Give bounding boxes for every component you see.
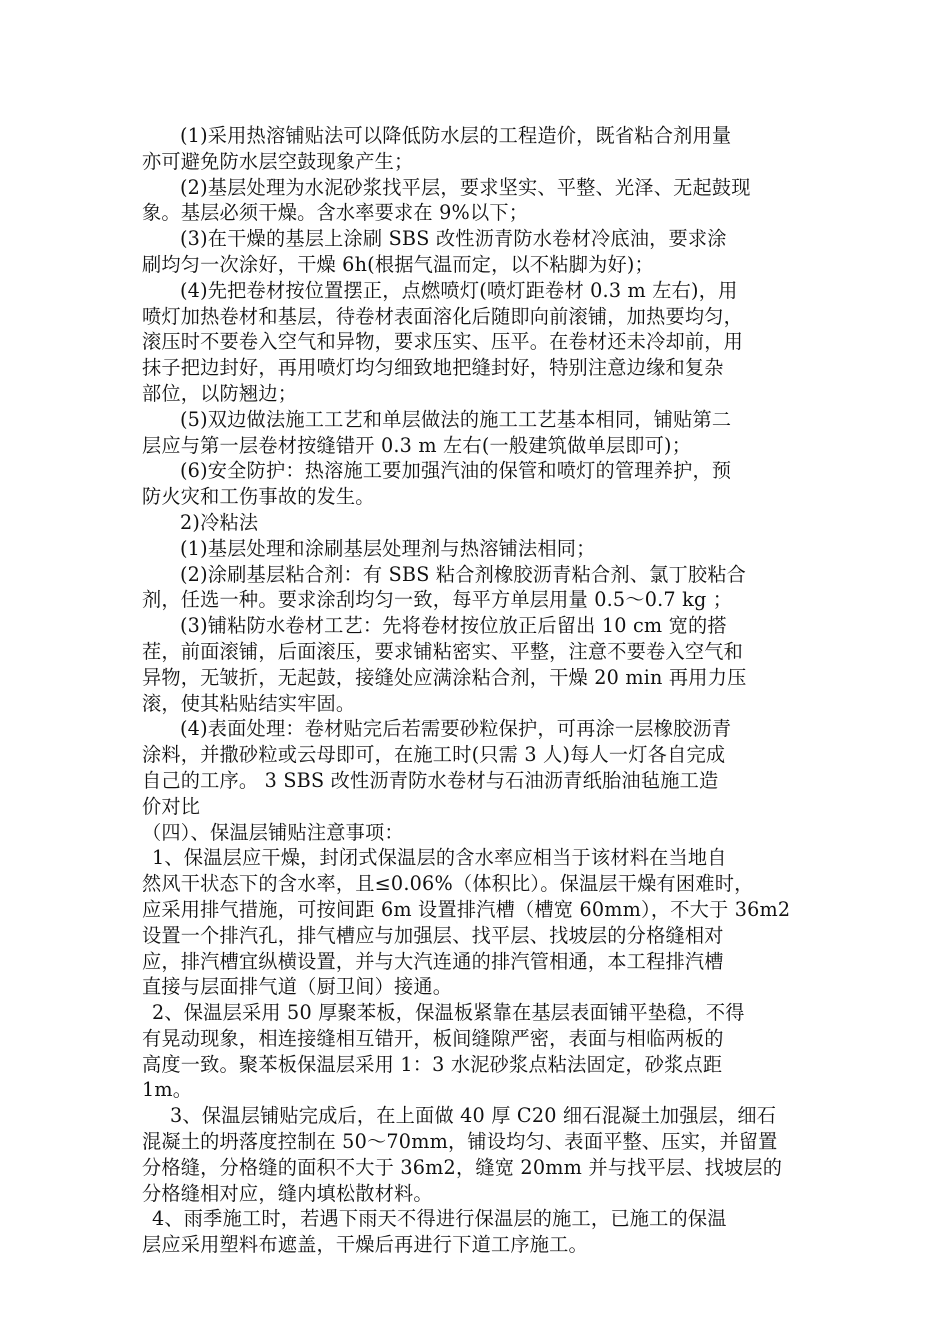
text-line: 防火灾和工伤事故的发生。 (142, 485, 375, 509)
text-line: (1)基层处理和涂刷基层处理剂与热溶铺法相同； (180, 536, 596, 560)
text-line: (5)双边做法施工工艺和单层做法的施工工艺基本相同，铺贴第二 (180, 407, 732, 431)
text-line: 抹子把边封好，再用喷灯均匀细致地把缝封好，特别注意边缘和复杂 (142, 356, 724, 380)
text-line: (4)表面处理：卷材贴完后若需要砂粒保护，可再涂一层橡胶沥青 (180, 717, 732, 741)
text-line: 异物，无皱折，无起鼓，接缝处应满涂粘合剂，干燥 20 min 再用力压 (142, 665, 747, 689)
text-line: 层应与第一层卷材按缝错开 0.3 m 左右(一般建筑做单层即可)； (142, 433, 692, 457)
text-line: 部位，以防翘边； (142, 381, 298, 405)
text-line: 剂，任选一种。要求涂刮均匀一致，每平方单层用量 0.5～0.7 kg ； (142, 588, 733, 612)
text-line: (1)采用热溶铺贴法可以降低防水层的工程造价，既省粘合剂用量 (180, 124, 732, 147)
text-line: 自己的工序。 3 SBS 改性沥青防水卷材与石油沥青纸胎油毡施工造 (142, 768, 719, 792)
text-line: 应采用排气措施，可按间距 6m 设置排汽槽（槽宽 60mm），不大于 36m2 (142, 897, 791, 921)
text-line: (3)铺粘防水卷材工艺：先将卷材按位放正后留出 10 cm 宽的搭 (180, 614, 727, 638)
text-line: 刷均匀一次涂好，干燥 6h(根据气温而定，以不粘脚为好)； (142, 252, 654, 276)
text-line: (2)涂刷基层粘合剂：有 SBS 粘合剂橡胶沥青粘合剂、氯丁胶粘合 (180, 562, 747, 586)
text-line: 有晃动现象，相连接缝相互错开，板间缝隙严密，表面与相临两板的 (142, 1026, 724, 1050)
text-line: 滚，使其粘贴结实牢固。 (142, 691, 356, 715)
text-line: 3、保温层铺贴完成后，在上面做 40 厚 C20 细石混凝土加强层，细石 (170, 1104, 777, 1128)
text-line: 设置一个排汽孔，排气槽应与加强层、找平层、找坡层的分格缝相对 (142, 923, 724, 947)
text-line: 应，排汽槽宜纵横设置，并与大汽连通的排汽管相通，本工程排汽槽 (142, 949, 724, 973)
text-line: 分格缝相对应，缝内填松散材料。 (142, 1181, 433, 1205)
text-line: 象。基层必须干燥。含水率要求在 9%以下； (142, 201, 529, 225)
text-line: 价对比 (142, 794, 201, 818)
text-line: 滚压时不要卷入空气和异物，要求压实、压平。在卷材还未冷却前，用 (142, 330, 744, 354)
text-line: 直接与层面排气道（厨卫间）接通。 (142, 975, 453, 999)
text-line: 2、保温层采用 50 厚聚苯板，保温板紧靠在基层表面铺平垫稳，不得 (152, 1001, 745, 1025)
text-line: 混凝土的坍落度控制在 50～70mm，铺设均匀、表面平整、压实，并留置 (142, 1130, 778, 1154)
text-line: 高度一致。聚苯板保温层采用 1：3 水泥砂浆点粘法固定，砂浆点距 (142, 1052, 723, 1076)
text-line: 亦可避免防水层空鼓现象产生； (142, 149, 414, 173)
text-line: 涂料，并撒砂粒或云母即可，在施工时(只需 3 人)每人一灯各自完成 (142, 743, 726, 767)
text-line: (4)先把卷材按位置摆正，点燃喷灯(喷灯距卷材 0.3 m 左右)，用 (180, 278, 738, 302)
text-line: 喷灯加热卷材和基层，待卷材表面溶化后随即向前滚铺，加热要均匀， (142, 304, 744, 328)
text-line: 1m。 (142, 1078, 193, 1102)
text-line: 1、保温层应干燥，封闭式保温层的含水率应相当于该材料在当地自 (152, 846, 727, 870)
text-line: 2)冷粘法 (180, 510, 259, 534)
document-body (142, 123, 814, 1258)
text-line: (2)基层处理为水泥砂浆找平层，要求坚实、平整、光泽、无起鼓现 (180, 175, 751, 199)
text-line: 茬，前面滚铺，后面滚压，要求铺粘密实、平整，注意不要卷入空气和 (142, 639, 744, 663)
text-line: （四）、保温层铺贴注意事项： (142, 820, 404, 844)
text-line: (3)在干燥的基层上涂刷 SBS 改性沥青防水卷材冷底油，要求涂 (180, 227, 727, 251)
text-line: 然风干状态下的含水率，且≤0.06%（体积比）。保温层干燥有困难时， (142, 872, 754, 896)
text-line: 分格缝，分格缝的面积不大于 36m2，缝宽 20mm 并与找平层、找坡层的 (142, 1155, 783, 1179)
text-line: 4、雨季施工时，若遇下雨天不得进行保温层的施工，已施工的保温 (152, 1207, 727, 1231)
text-line: 层应采用塑料布遮盖，干燥后再进行下道工序施工。 (142, 1233, 588, 1257)
text-line: (6)安全防护：热溶施工要加强汽油的保管和喷灯的管理养护，预 (180, 459, 732, 483)
